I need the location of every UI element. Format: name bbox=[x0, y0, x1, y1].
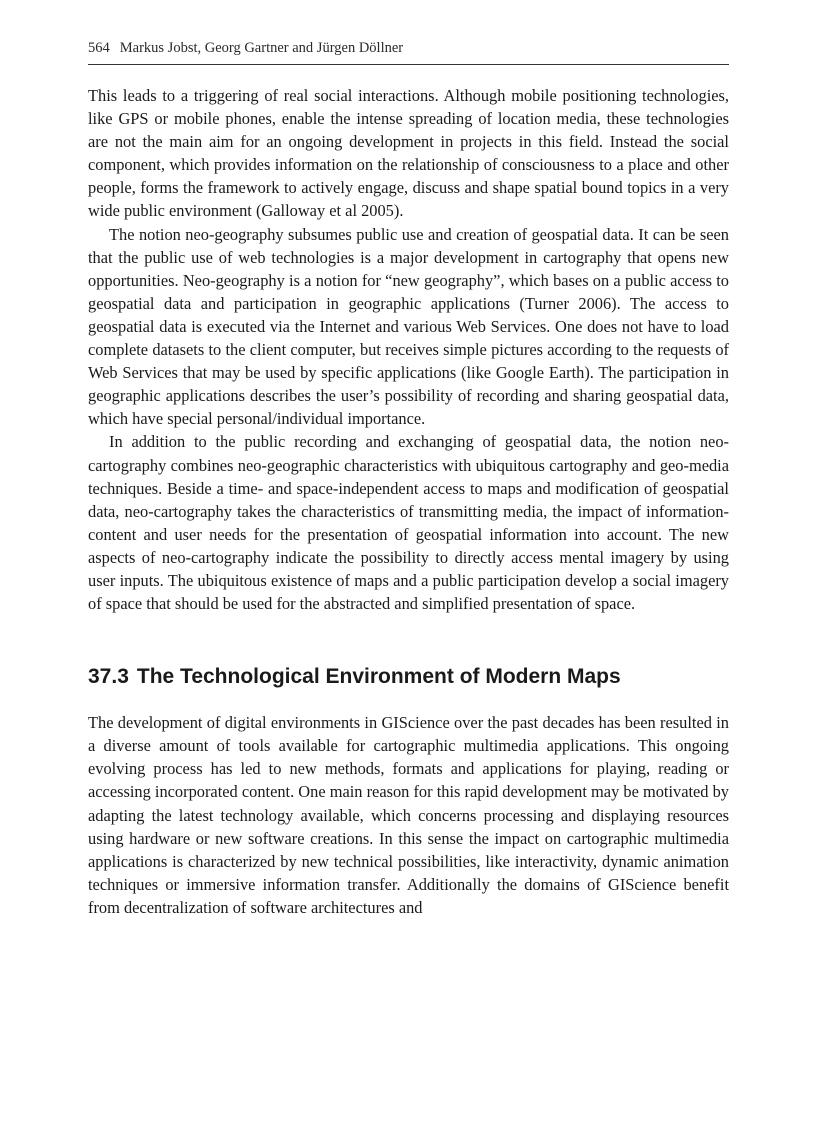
paragraph-neo-geography: The notion neo-geography subsumes public use and creation of geospatial data. It can be seen that the public use of web technologies is a major development in cartography that opens new opportunities. Neo-geography is a notion for “new geography”, which bases on a public access to geospatial data and participation in geographic applications (Turner 2006). The access to geospatial data is executed via the Internet and various Web Services. One does not have to load complete datasets to the client computer, but receives simple pictures according to the requests of Web Services that may be used by specific applications (like Google Earth). The participation in geographic applications describes the user’s possibility of recording and sharing geospatial data, which have special personal/individual importance. bbox=[88, 224, 729, 429]
page-number: 564 bbox=[88, 40, 110, 56]
running-header-authors: Markus Jobst, Georg Gartner and Jürgen Döllner bbox=[119, 40, 404, 56]
paragraph-digital-environments: The development of digital environments in GIScience over the past decades has been resulted in a diverse amount of tools available for cartographic multimedia applications. This ongoing evolving process has led to new methods, formats and applications for playing, reading or accessing incorporated content. One main reason for this rapid development may be motivated by adapting the latest technology available, which concerns processing and displaying resources using hardware or new software creations. In this sense the impact on cartographic multimedia applications is characterized by new technical possibilities, like interactivity, dynamic animation techniques or immersive information transfer. Additionally the domains of GIScience benefit from decentralization of software architectures and bbox=[88, 713, 729, 917]
paragraph-neo-cartography: In addition to the public recording and exchanging of geospatial data, the notion neo-cartography combines neo-geographic characteristics with ubiquitous cartography and geo-media techniques. Beside a time- and space-independent access to maps and modification of geospatial data, neo-cartography takes the characteristics of transmitting media, the impact of information-content and user needs for the presentation of geospatial information into account. The new aspects of neo-cartography indicate the possibility to directly access mental imagery by using user inputs. The ubiquitous existence of maps and a public participation develop a social imagery of space that should be used for the abstracted and simplified presentation of space. bbox=[88, 432, 729, 614]
section-title: The Technological Environment of Modern Maps bbox=[136, 665, 621, 689]
section-heading bbox=[88, 663, 729, 691]
paragraph-social-interactions: This leads to a triggering of real social interactions. Although mobile positioning technologies, like GPS or mobile phones, enable the intense spreading of location media, these technologies are not the main aim for an ongoing development in projects in this field. Instead the social component, which provides information on the relationship of consciousness to a place and other people, forms the framework to actively engage, discuss and shape spatial bound topics in a very wide public environment (Galloway et al 2005). bbox=[88, 86, 729, 221]
running-header bbox=[88, 38, 729, 65]
book-page bbox=[88, 38, 729, 919]
section-number: 37.3 bbox=[88, 665, 129, 689]
page-body bbox=[88, 84, 729, 919]
